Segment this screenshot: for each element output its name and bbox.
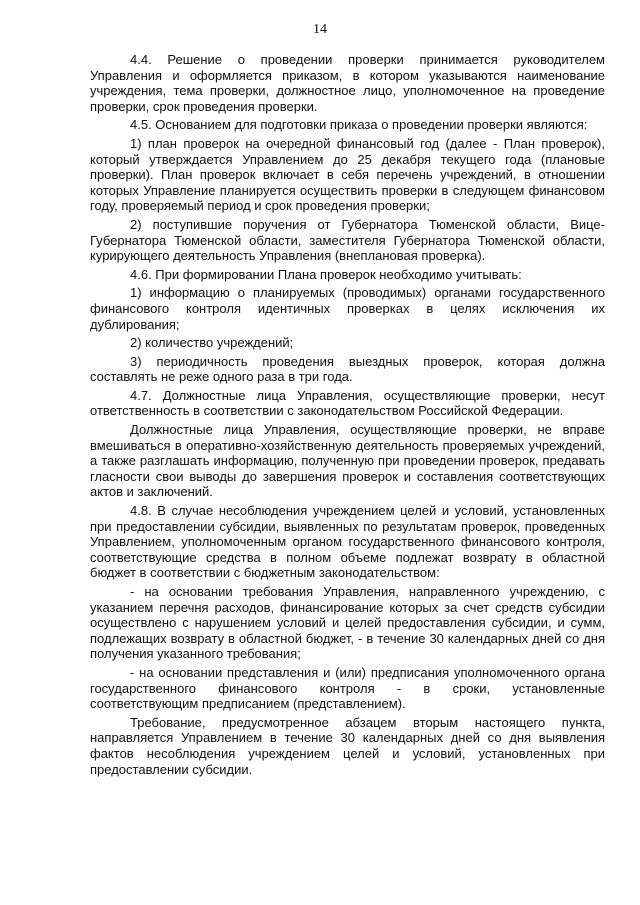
paragraph-4-7-continued: Должностные лица Управления, осуществляющие проверки, не вправе вмешиваться в оперативно-хозяйственную деятельность проверяемых учреждений, а также разглашать информацию, полученную при проведении проверок, предавать гласности свои выводы до завершения проверок и составления соответствующих актов и заключений.: [90, 422, 605, 500]
paragraph-4-5-item-2: 2) поступившие поручения от Губернатора Тюменской области, Вице-Губернатора Тюменской области, заместителя Губернатора Тюменской области, курирующего деятельность Управления (внеплановая проверка).: [90, 216, 605, 264]
paragraph-4-8-item-1: - на основании требования Управления, направленного учреждению, с указанием перечня расходов, финансирование которых за счет средств субсидии осуществлено с нарушением условий и целей предоставления субсидии, и сумм, подлежащих возврату в областной бюджет, - в течение 30 календарных дней со дня получения указанного требования;: [90, 584, 605, 662]
paragraph-4-4: 4.4. Решение о проведении проверки принимается руководителем Управления и оформляется приказом, в котором указываются наименование учреждения, тема проверки, должностное лицо, уполномоченное на проведение проверки, срок проведения проверки.: [90, 52, 605, 114]
paragraph-4-6-item-1: 1) информацию о планируемых (проводимых) органами государственного финансового контроля идентичных проверках в целях исключения их дублирования;: [90, 285, 605, 332]
paragraph-4-8-requirement: Требование, предусмотренное абзацем вторым настоящего пункта, направляется Управлением в течение 30 календарных дней со дня выявления фактов несоблюдения учреждением целей и условий, установленных при предоставлении субсидии.: [90, 714, 605, 777]
paragraph-4-8-item-2: - на основании представления и (или) предписания уполномоченного органа государственного финансового контроля - в сроки, установленные соответствующим предписанием (представлением).: [90, 664, 605, 712]
paragraph-4-5: 4.5. Основанием для подготовки приказа о проведении проверки являются:: [130, 117, 588, 133]
page-number: 14: [313, 22, 327, 37]
paragraph-4-7: 4.7. Должностные лица Управления, осуществляющие проверки, несут ответственность в соответствии с законодательством Российской Федерации.: [90, 387, 605, 419]
document-body: [90, 52, 605, 780]
paragraph-4-8: 4.8. В случае несоблюдения учреждением целей и условий, установленных при предоставлении субсидии, выявленных по результатам проверок, проведенных Управлением, уполномоченным органом государственного финансового контроля, соответствующие средства в полном объеме подлежат возврату в областной бюджет в соответствии с бюджетным законодательством:: [90, 503, 605, 581]
paragraph-4-6: 4.6. При формировании Плана проверок необходимо учитывать:: [130, 266, 522, 282]
paragraph-4-5-item-1: 1) план проверок на очередной финансовый год (далее - План проверок), который утверждается Управлением до 25 декабря текущего года (плановые проверки). План проверок включает в себя перечень учреждений, в отношении которых Управление планируется осуществить проверки в следующем финансовом году, проверяемый период и срок проведения проверки;: [90, 135, 605, 214]
paragraph-4-6-item-3: 3) периодичность проведения выездных проверок, которая должна составлять не реже одного раза в три года.: [90, 353, 605, 385]
paragraph-4-6-item-2: 2) количество учреждений;: [130, 335, 294, 351]
